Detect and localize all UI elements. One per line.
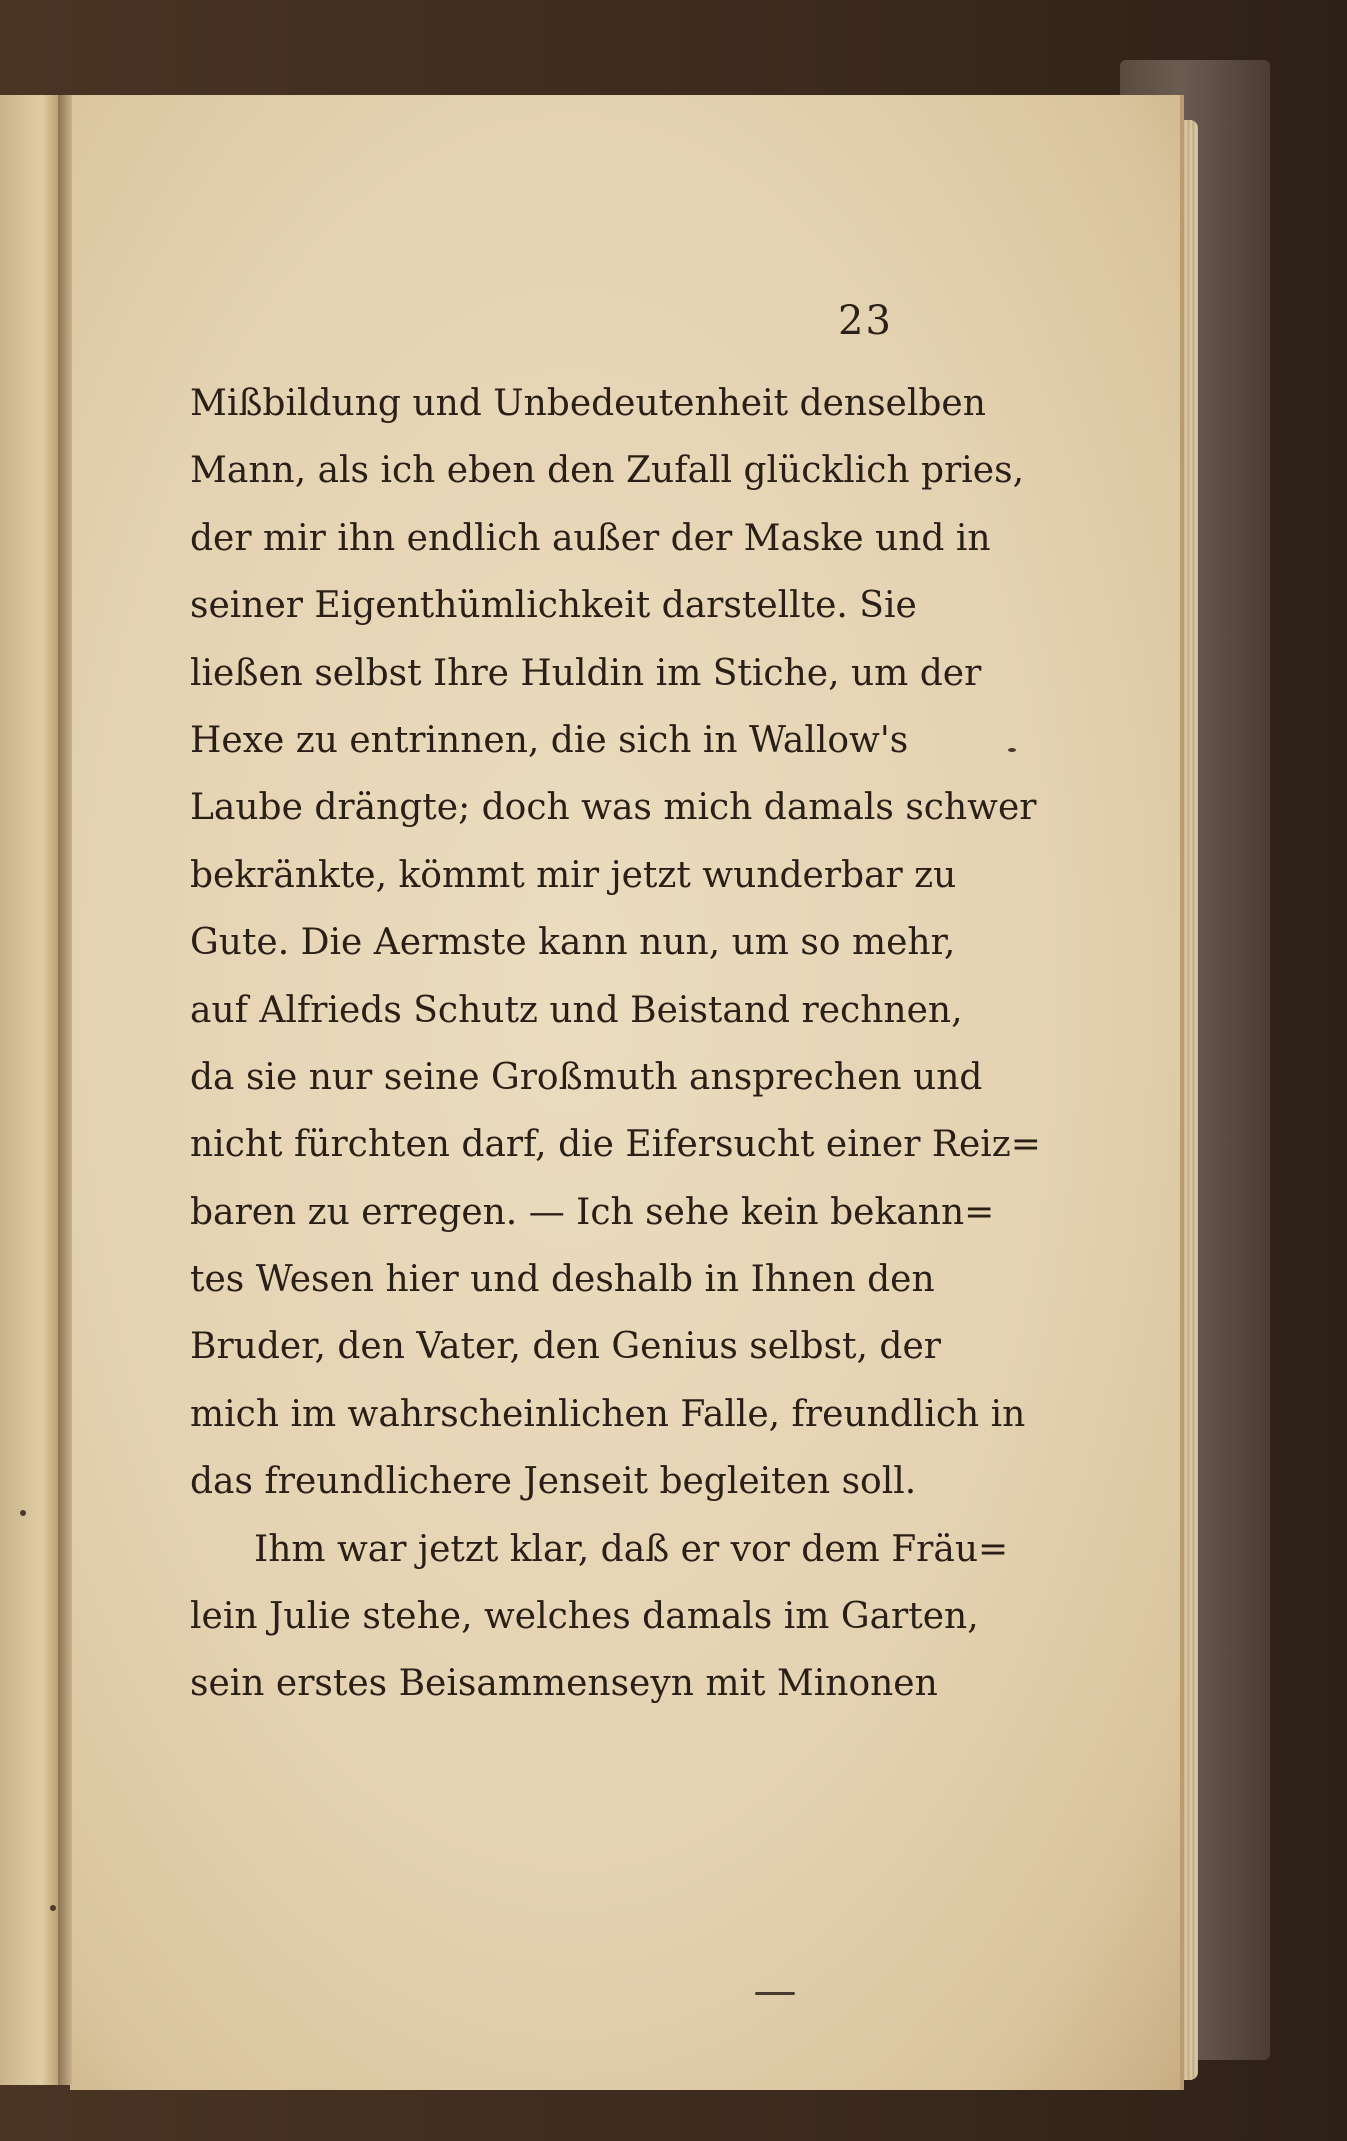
text-line: seiner Eigenthümlichkeit darstellte. Sie bbox=[190, 585, 917, 627]
previous-page-edge bbox=[0, 95, 60, 2085]
paper-speck bbox=[1008, 748, 1016, 752]
book-gutter bbox=[58, 95, 72, 2085]
text-line: tes Wesen hier und deshalb in Ihnen den bbox=[190, 1259, 935, 1301]
text-line: das freundlichere Jenseit begleiten soll. bbox=[190, 1461, 917, 1503]
text-line: auf Alfrieds Schutz und Beistand rechnen, bbox=[190, 989, 963, 1031]
paper-speck bbox=[50, 1905, 56, 1911]
paper-speck bbox=[755, 1992, 795, 1995]
page-number: 23 bbox=[838, 298, 893, 344]
text-line: Bruder, den Vater, den Genius selbst, der bbox=[190, 1326, 941, 1368]
text-line: Laube drängte; doch was mich damals schwer bbox=[190, 787, 1037, 829]
page-text bbox=[190, 370, 1041, 1718]
text-line: der mir ihn endlich außer der Maske und in bbox=[190, 517, 991, 559]
text-line: baren zu erregen. — Ich sehe kein bekann= bbox=[190, 1191, 995, 1233]
paper-speck bbox=[20, 1510, 26, 1516]
text-line: Hexe zu entrinnen, die sich in Wallow's bbox=[190, 719, 909, 761]
text-line: lein Julie stehe, welches damals im Garten, bbox=[190, 1596, 979, 1638]
text-line: ließen selbst Ihre Huldin im Stiche, um der bbox=[190, 652, 982, 694]
text-line: sein erstes Beisammenseyn mit Minonen bbox=[190, 1663, 938, 1705]
text-line: Gute. Die Aermste kann nun, um so mehr, bbox=[190, 922, 956, 964]
text-line: da sie nur seine Großmuth ansprechen und bbox=[190, 1056, 983, 1098]
text-line: nicht fürchten darf, die Eifersucht einer Reiz= bbox=[190, 1124, 1041, 1166]
text-line: Mißbildung und Unbedeutenheit denselben bbox=[190, 383, 986, 424]
text-line: Mann, als ich eben den Zufall glücklich pries, bbox=[190, 450, 1025, 492]
text-line: bekränkte, kömmt mir jetzt wunderbar zu bbox=[190, 854, 957, 896]
text-line: mich im wahrscheinlichen Falle, freundlich in bbox=[190, 1393, 1026, 1435]
text-line: Ihm war jetzt klar, daß er vor dem Fräu= bbox=[254, 1528, 1009, 1570]
